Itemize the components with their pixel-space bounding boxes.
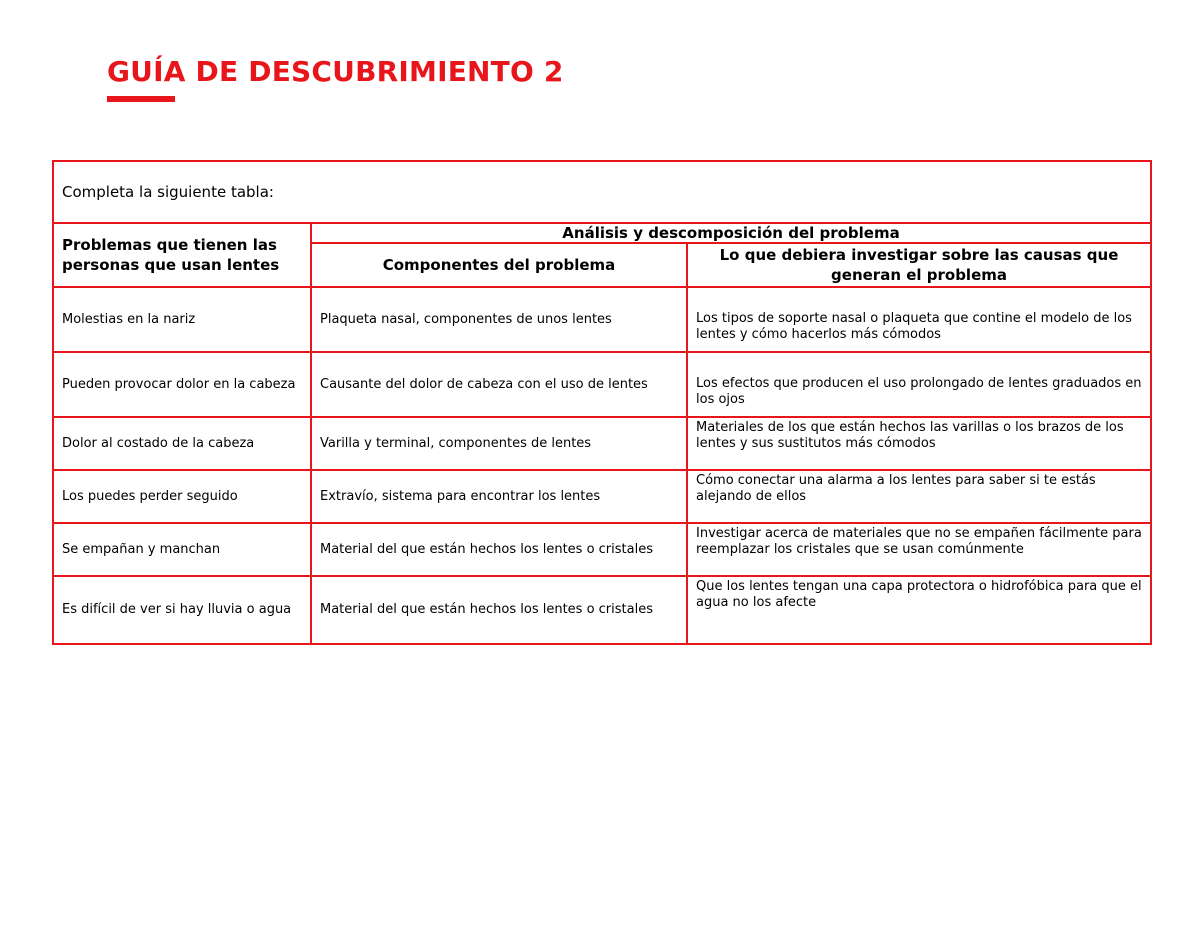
problem-cell: Molestias en la nariz: [53, 287, 311, 352]
component-cell: Causante del dolor de cabeza con el uso de lentes: [311, 352, 687, 417]
component-cell: Material del que están hechos los lentes o cristales: [311, 576, 687, 644]
problem-cell: Es difícil de ver si hay lluvia o agua: [53, 576, 311, 644]
component-cell: Material del que están hechos los lentes o cristales: [311, 523, 687, 576]
investigate-cell: Materiales de los que están hechos las varillas o los brazos de los lentes y sus sustitutos más cómodos: [687, 417, 1151, 470]
header-investigate: Lo que debiera investigar sobre las causas que generan el problema: [687, 243, 1151, 287]
discovery-table: [52, 160, 1152, 645]
table-row: [53, 417, 1151, 470]
problem-cell: Los puedes perder seguido: [53, 470, 311, 523]
header-problems: Problemas que tienen las personas que usan lentes: [53, 223, 311, 287]
component-cell: Varilla y terminal, componentes de lentes: [311, 417, 687, 470]
component-cell: Plaqueta nasal, componentes de unos lentes: [311, 287, 687, 352]
investigate-cell: Los efectos que producen el uso prolongado de lentes graduados en los ojos: [687, 352, 1151, 417]
investigate-cell: Los tipos de soporte nasal o plaqueta que contine el modelo de los lentes y cómo hacerlos más cómodos: [687, 287, 1151, 352]
investigate-cell: Investigar acerca de materiales que no se empañen fácilmente para reemplazar los cristales que se usan comúnmente: [687, 523, 1151, 576]
table-row: [53, 576, 1151, 644]
investigate-cell: Que los lentes tengan una capa protectora o hidrofóbica para que el agua no los afecte: [687, 576, 1151, 644]
header-analysis: Análisis y descomposición del problema: [311, 223, 1151, 243]
problem-cell: Pueden provocar dolor en la cabeza: [53, 352, 311, 417]
table-row: [53, 287, 1151, 352]
page-title: GUÍA DE DESCUBRIMIENTO 2: [107, 55, 564, 88]
header-components: Componentes del problema: [311, 243, 687, 287]
investigate-cell: Cómo conectar una alarma a los lentes para saber si te estás alejando de ellos: [687, 470, 1151, 523]
table-row: [53, 523, 1151, 576]
table-intro: Completa la siguiente tabla:: [53, 161, 1151, 223]
problem-cell: Se empañan y manchan: [53, 523, 311, 576]
component-cell: Extravío, sistema para encontrar los lentes: [311, 470, 687, 523]
problem-cell: Dolor al costado de la cabeza: [53, 417, 311, 470]
table-row: [53, 470, 1151, 523]
title-underline: [107, 96, 175, 102]
table-row: [53, 352, 1151, 417]
